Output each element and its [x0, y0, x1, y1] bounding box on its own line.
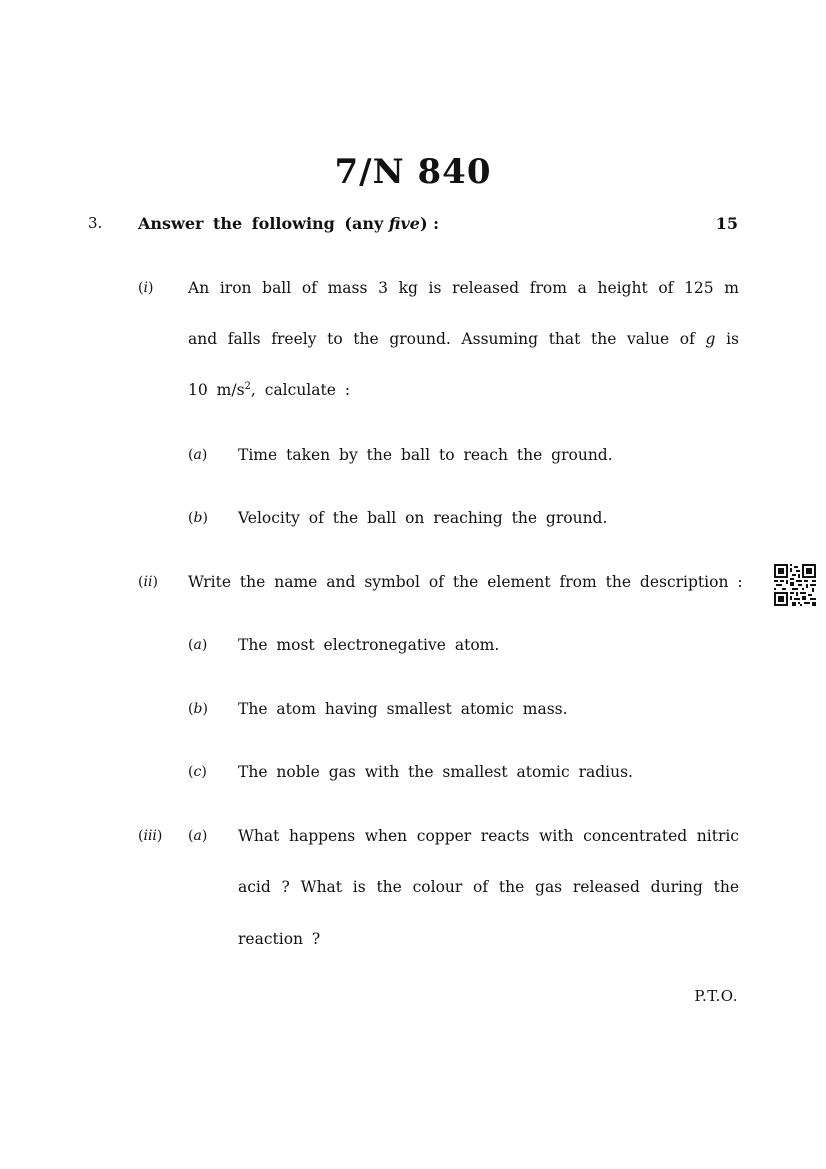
- part-i-b-text: Velocity of the ball on reaching the ground.: [238, 509, 608, 527]
- part-i-a-text: Time taken by the ball to reach the ground.: [238, 446, 613, 464]
- heading-emphasis: five: [388, 214, 420, 233]
- part-iii-line-1: What happens when copper reacts with concentrated nitric: [238, 827, 739, 845]
- part-i-b-label: (b): [188, 510, 208, 526]
- part-i-line-2: and falls freely to the ground. Assuming that the value of g is: [188, 330, 739, 348]
- part-iii-a-label: (a): [188, 828, 208, 844]
- part-ii-c-text: The noble gas with the smallest atomic radius.: [238, 763, 633, 781]
- part-iii-label: (iii): [138, 828, 163, 844]
- part-i-line-3: 10 $m/s^2$, calculate :: [188, 381, 351, 400]
- paper-code: 7/N 840: [334, 152, 492, 192]
- part-iii-line-3: reaction ?: [238, 930, 321, 948]
- part-ii-b-text: The atom having smallest atomic mass.: [238, 700, 568, 718]
- part-i-line-1: An iron ball of mass 3 kg is released from a height of 125 m: [188, 279, 739, 297]
- question-number: 3.: [88, 214, 103, 232]
- part-i-a-label: (a): [188, 447, 208, 463]
- heading-text: Answer the following (any: [138, 214, 384, 233]
- part-ii-text: Write the name and symbol of the element from the description :: [188, 573, 743, 591]
- g-symbol: g: [705, 330, 716, 348]
- part-ii-b-label: (b): [188, 701, 208, 717]
- part-i-label: (i): [138, 280, 154, 296]
- question-marks: 15: [715, 214, 738, 233]
- pto-label: P.T.O.: [694, 987, 738, 1005]
- part-ii-a-label: (a): [188, 637, 208, 653]
- part-iii-line-2: acid ? What is the colour of the gas released during the: [238, 878, 739, 896]
- part-ii-c-label: (c): [188, 764, 207, 780]
- qr-code-icon: [774, 564, 816, 606]
- question-heading: [138, 214, 439, 233]
- heading-suffix: ) :: [419, 214, 440, 233]
- part-ii-label: (ii): [138, 574, 158, 590]
- part-ii-a-text: The most electronegative atom.: [238, 636, 500, 654]
